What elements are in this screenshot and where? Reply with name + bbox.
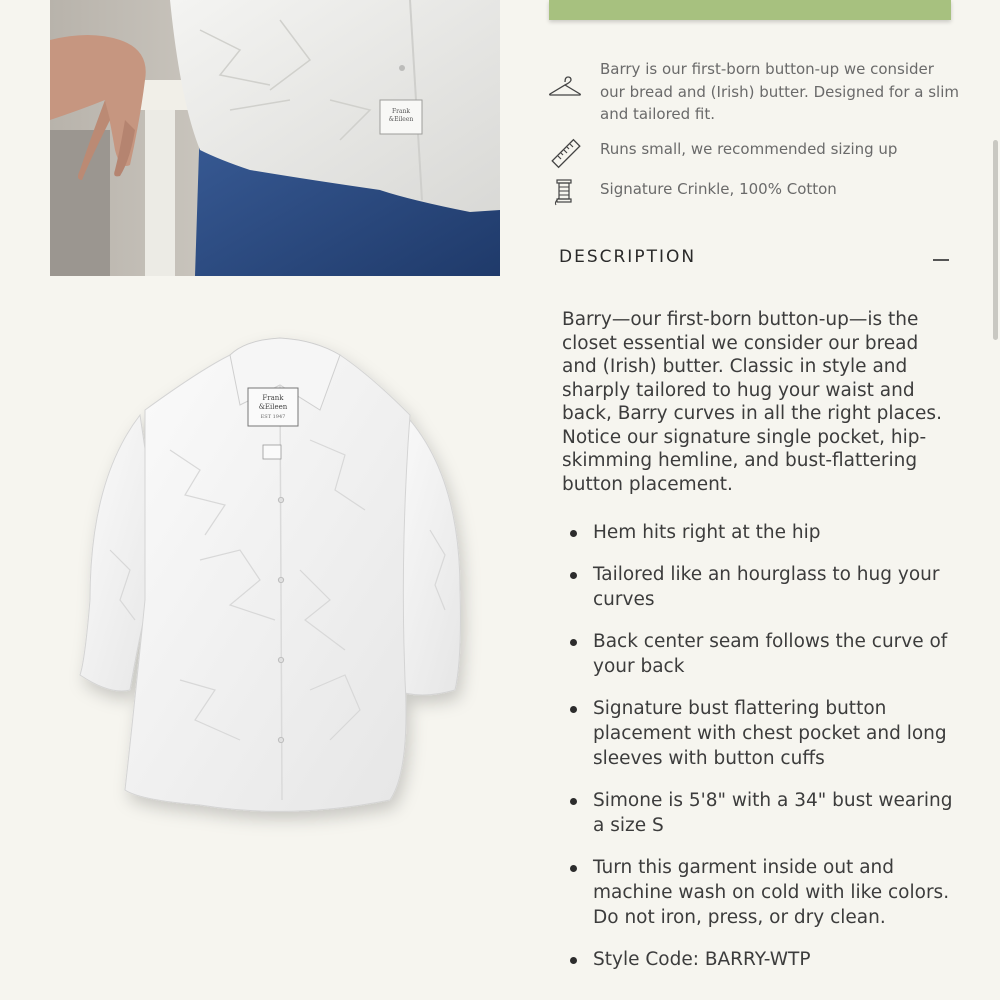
bullet-icon	[570, 957, 577, 964]
list-item	[562, 788, 957, 838]
list-item	[562, 629, 957, 679]
bullet-text: Signature bust flattering button placement with chest pocket and long sleeves with button cuffs	[593, 698, 947, 769]
bullet-text: Back center seam follows the curve of your back	[593, 631, 948, 677]
list-item	[562, 696, 957, 771]
bullet-text: Hem hits right at the hip	[593, 522, 821, 543]
bullet-text: Tailored like an hourglass to hug your curves	[593, 564, 940, 610]
list-item	[562, 520, 957, 545]
hanger-icon	[548, 74, 582, 108]
list-item	[562, 562, 957, 612]
svg-text:Frank: Frank	[391, 108, 411, 115]
bullet-text: Simone is 5'8" with a 34" bust wearing a size S	[593, 790, 953, 836]
product-photo-flatlay[interactable]	[50, 300, 500, 860]
list-item	[562, 855, 957, 930]
product-photo-model[interactable]	[50, 0, 500, 276]
svg-text:Frank: Frank	[262, 394, 284, 402]
bullet-icon	[570, 639, 577, 646]
collapse-icon[interactable]	[933, 259, 949, 261]
svg-text:&Eileen: &Eileen	[258, 403, 288, 411]
description-paragraph: Barry—our first-born button-up—is the closet essential we consider our bread and (Irish) butter. Classic in style and sharply tailored to hug your waist and back, Barry curves in all the right places. Notice our signature single pocket, hip-skimming hemline, and bust-flattering button placement.	[562, 309, 942, 495]
bullet-icon	[570, 572, 577, 579]
bullet-icon	[570, 530, 577, 537]
bullet-icon	[570, 706, 577, 713]
bullet-text: Style Code: BARRY-WTP	[593, 949, 811, 970]
page-scrollbar[interactable]	[993, 140, 998, 340]
feature-text: Signature Crinkle, 100% Cotton	[600, 180, 837, 198]
ruler-icon	[548, 136, 582, 170]
description-accordion-header[interactable]	[559, 243, 951, 277]
bullet-icon	[570, 798, 577, 805]
description-body	[562, 308, 947, 496]
bullet-icon	[570, 865, 577, 872]
feature-text: Runs small, we recommended sizing up	[600, 140, 898, 158]
spool-icon	[548, 178, 582, 212]
add-to-cart-button[interactable]	[549, 0, 951, 20]
list-item	[562, 947, 957, 972]
feature-text: Barry is our first-born button-up we consider our bread and (Irish) butter. Designed for a slim and tailored fit.	[600, 60, 959, 123]
svg-text:&Eileen: &Eileen	[388, 116, 414, 123]
description-bullets	[562, 520, 957, 989]
description-title: DESCRIPTION	[559, 247, 697, 267]
bullet-text: Turn this garment inside out and machine wash on cold with like colors. Do not iron, press, or dry clean.	[593, 857, 950, 928]
svg-text:EST 1947: EST 1947	[260, 414, 286, 420]
